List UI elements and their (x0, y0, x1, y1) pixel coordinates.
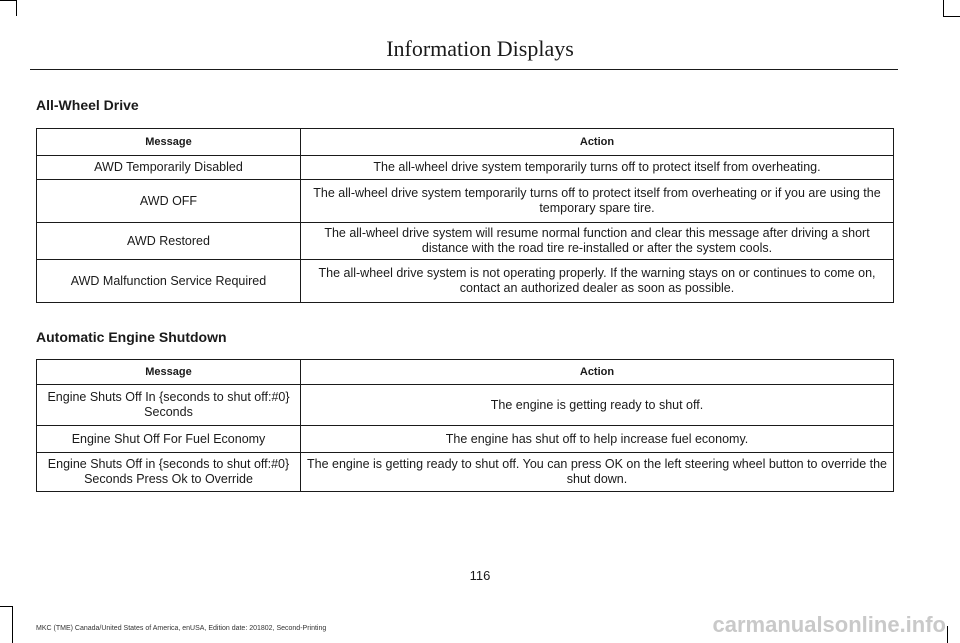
table-row (37, 385, 894, 426)
column-header-action: Action (301, 129, 894, 156)
crop-mark (12, 606, 13, 643)
awd-message-table (36, 128, 894, 303)
table-row (37, 156, 894, 180)
action-cell: The all-wheel drive system is not operating properly. If the warning stays on or continues to come on, contact an authorized dealer as soon as possible. (301, 260, 894, 303)
section-heading-all-wheel-drive: All-Wheel Drive (36, 97, 139, 113)
table-row (37, 426, 894, 453)
message-cell: AWD Restored (37, 223, 301, 260)
page-title: Information Displays (386, 36, 574, 61)
action-cell: The engine has shut off to help increase fuel economy. (301, 426, 894, 453)
column-header-action: Action (301, 360, 894, 385)
crop-mark (943, 0, 944, 16)
action-cell: The all-wheel drive system temporarily turns off to protect itself from overheating or if you are using the temporary spare tire. (301, 180, 894, 223)
message-cell: AWD Malfunction Service Required (37, 260, 301, 303)
crop-mark (943, 16, 960, 17)
crop-mark (947, 626, 948, 643)
column-header-message: Message (37, 129, 301, 156)
table-header-row (37, 129, 894, 156)
action-cell: The all-wheel drive system will resume normal function and clear this message after driving a short distance with the road tire re-installed or after the system cools. (301, 223, 894, 260)
table-header-row (37, 360, 894, 385)
page-number: 116 (469, 568, 491, 583)
message-cell: AWD Temporarily Disabled (37, 156, 301, 180)
table-row (37, 180, 894, 223)
section-heading-automatic-engine-shutdown: Automatic Engine Shutdown (36, 329, 227, 345)
action-cell: The engine is getting ready to shut off. (301, 385, 894, 426)
action-cell: The engine is getting ready to shut off. You can press OK on the left steering wheel button to override the shut down. (301, 453, 894, 492)
watermark: carmanualsonline.info (712, 612, 946, 637)
table-row (37, 223, 894, 260)
action-cell: The all-wheel drive system temporarily turns off to protect itself from overheating. (301, 156, 894, 180)
header-rule (30, 69, 898, 70)
message-cell: Engine Shut Off For Fuel Economy (37, 426, 301, 453)
message-cell: AWD OFF (37, 180, 301, 223)
crop-mark (16, 0, 17, 16)
message-cell: Engine Shuts Off in {seconds to shut off:#0} Seconds Press Ok to Override (37, 453, 301, 492)
table-row (37, 260, 894, 303)
edition-footer: MKC (TME) Canada/United States of America, enUSA, Edition date: 201802, Second-Printing (36, 625, 327, 632)
crop-mark (0, 606, 12, 607)
message-cell: Engine Shuts Off In {seconds to shut off:#0} Seconds (37, 385, 301, 426)
column-header-message: Message (37, 360, 301, 385)
engine-shutdown-message-table (36, 359, 894, 492)
crop-mark (0, 0, 16, 1)
table-row (37, 453, 894, 492)
